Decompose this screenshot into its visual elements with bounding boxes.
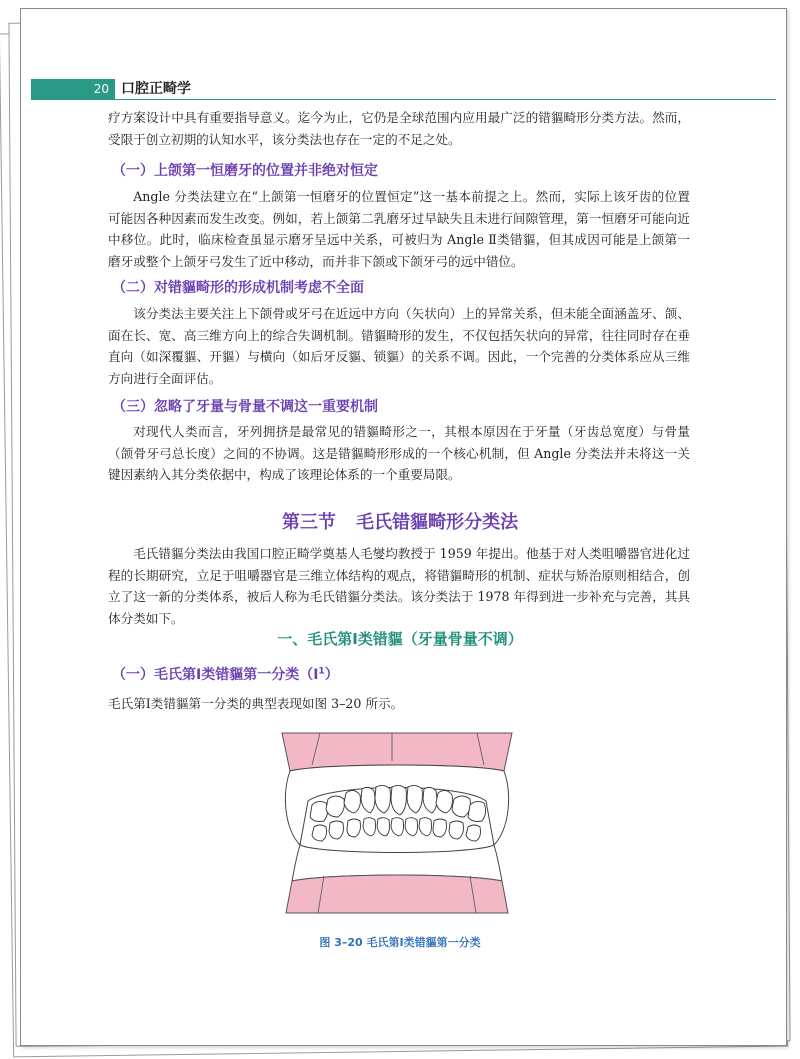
- header-rule: [31, 99, 776, 100]
- lower-teeth: [312, 818, 481, 841]
- heading-mechanism: （二）对错貙畸形的形成机制考虑不全面: [112, 280, 364, 296]
- heading-class1-div1-text: （一）毛氏第Ⅰ类错貙第一分类（Ⅰ: [112, 667, 319, 683]
- subsection-title: 一、毛氏第Ⅰ类错貙（牙量骨量不调）: [277, 630, 523, 648]
- dental-model-figure: [272, 723, 522, 923]
- paragraph-mao-intro: 毛氏错貙分类法由我国口腔正畸学奠基人毛燮均教授于 1959 年提出。他基于对人类咀嚼器官进化过程的长期研究，立足于咀嚼器官是三维立体结构的观点，将错貙畸形的机制、症状与矫治原则相结合，创立了这一新的分类体系，被后人称为毛氏错貙分类法。该分类法于 1978 年得到进一步补充与完善，其具体分类如下。: [108, 546, 690, 626]
- page-number: 20: [31, 79, 115, 99]
- paragraph-tooth-bone: 对现代人类而言，牙列拥挤是最常见的错貙畸形之一，其根本原因在于牙量（牙齿总宽度）与骨量（颌骨牙弓总长度）之间的不协调。这是错貙畸形形成的一个核心机制，但 Angle 分类法并未将这一关键因素纳入其分类依据中，构成了该理论体系的一个重要局限。: [108, 424, 690, 482]
- heading-class1-div1: [112, 664, 339, 684]
- heading-tooth-bone: （三）忽略了牙量与骨量不调这一重要机制: [112, 399, 378, 415]
- running-head-title: 口腔正畸学: [121, 81, 191, 97]
- paragraph-molar-position: Angle 分类法建立在“上颌第一恒磨牙的位置恒定”这一基本前提之上。然而，实际上该牙齿的位置可能因各种因素而发生改变。例如，若上颌第二乳磨牙过早缺失且未进行间隙管理，第一恒磨牙可能向近中移位。此时，临床检查虽显示磨牙呈远中关系，可被归为 Angle Ⅱ类错貙，但其成因可能是上颌第一磨牙或整个上颌牙弓发生了近中移动，而并非下颌或下颌牙弓的远中错位。: [108, 189, 690, 269]
- heading-close-paren: ）: [324, 667, 339, 683]
- paragraph-figure-ref: 毛氏第Ⅰ类错貙第一分类的典型表现如图 3–20 所示。: [108, 696, 404, 711]
- figure-caption: 图 3–20 毛氏第Ⅰ类错貙第一分类: [319, 936, 481, 949]
- heading-molar-position: （一）上颌第一恒磨牙的位置并非绝对恒定: [112, 163, 378, 179]
- paragraph-intro-cont: 疗方案设计中具有重要指导意义。迄今为止，它仍是全球范围内应用最广泛的错貙畸形分类方法。然而，受限于创立初期的认知水平，该分类法也存在一定的不足之处。: [108, 110, 690, 147]
- section-title: 第三节 毛氏错貙畸形分类法: [281, 512, 519, 533]
- paragraph-mechanism: 该分类法主要关注上下颌骨或牙弓在近远中方向（矢状向）上的异常关系，但未能全面涵盖牙、颌、面在长、宽、高三维方向上的综合失调机制。错貙畸形的发生，不仅包括矢状向的异常，往往同时存在垂直向（如深覆貙、开貙）与横向（如后牙反貙、锁貙）的关系不调。因此，一个完善的分类体系应从三维方向进行全面评估。: [108, 306, 690, 386]
- heading-superscript: 1: [318, 666, 325, 677]
